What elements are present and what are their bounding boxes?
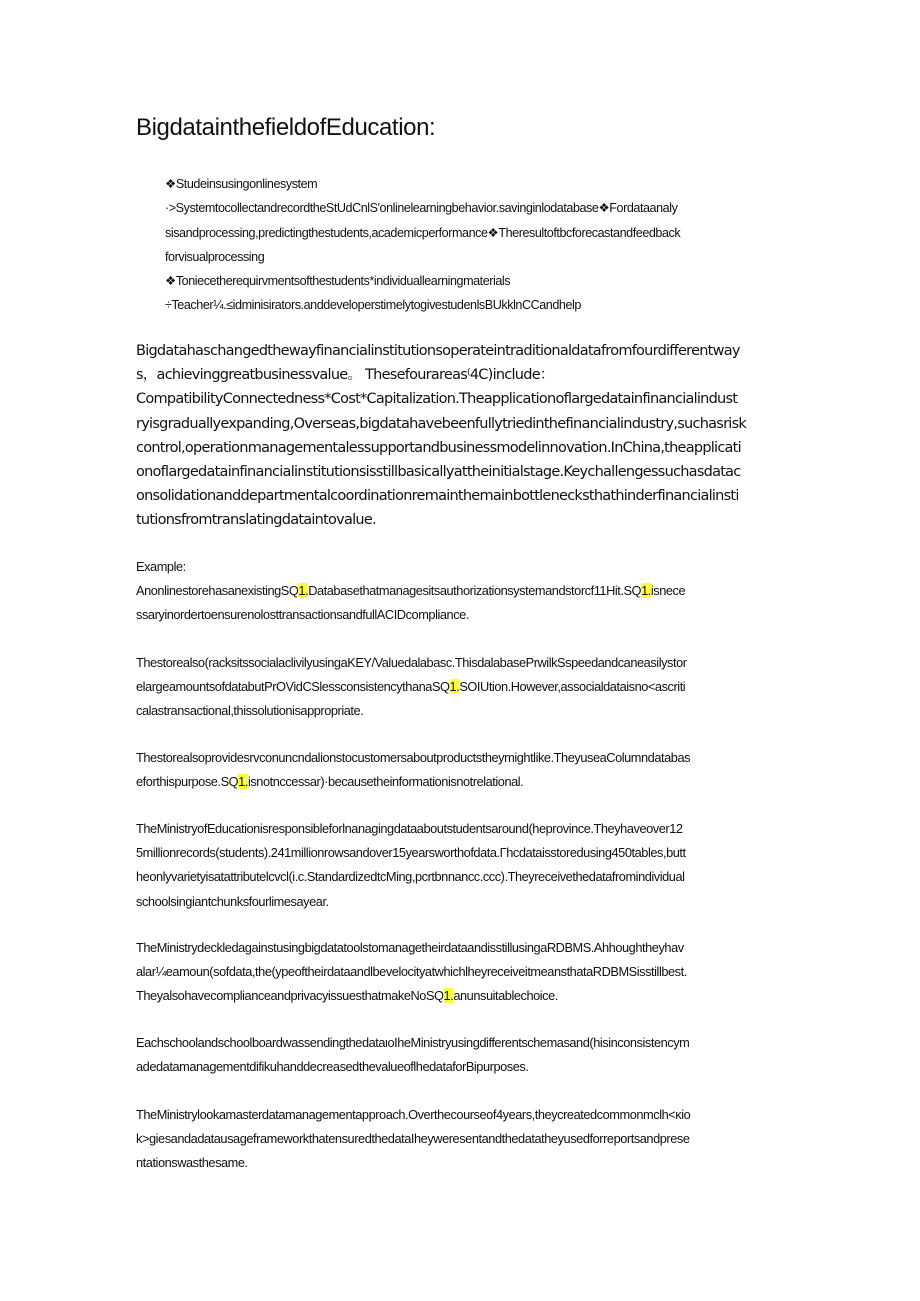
text-line	[136, 579, 786, 603]
text-run: SOIUtion.However,associaldataisno<ascriti	[459, 679, 686, 695]
text-run: isnotnccessar)·becausetheinformationisnotrelational.	[247, 774, 524, 790]
text-line	[165, 172, 789, 196]
example-block-6	[136, 1031, 786, 1079]
text-line	[136, 890, 786, 914]
text-line	[136, 555, 786, 579]
text-line	[165, 245, 789, 269]
highlighted-text: 1.	[443, 988, 454, 1004]
text-run: onsolidationanddepartmentalcoordinationremainthemainbottlenecksthathinderfinancialinsti	[136, 488, 739, 505]
text-line	[136, 960, 786, 984]
example-block-2	[136, 651, 786, 724]
text-run: ❖Studeinsusingonlinesystem	[165, 177, 318, 191]
text-run: forvisualprocessing	[165, 249, 265, 264]
text-run: Thestorealsoprovidesrvconuncndalionstocustomersaboutproductstheymightlike.TheyuseaColumndatabas	[136, 750, 691, 765]
example-block-4	[136, 817, 786, 914]
text-run: sisandprocessing,predictingthestudents,academicperformance❖Theresultoftbcforecastandfeedback	[165, 225, 681, 240]
text-line	[136, 1151, 786, 1175]
text-line	[136, 484, 786, 508]
text-run: control,operationmanagementalessupportandbusinessmodelinnovation.InChina,theapplicati	[136, 439, 741, 456]
text-run: isnece	[650, 583, 686, 599]
text-line	[165, 221, 789, 245]
text-run: ❖Toniecetherequirvmentsofthestudents*individuallearningmaterials	[165, 274, 511, 289]
text-run: alar¼eamoun(sofdata,the(ypeoftheirdataandlbevelocityatwhichlheyreceiveitmeansthataRDBMSisstillbest.	[136, 964, 687, 980]
text-line	[136, 651, 786, 675]
text-run: heonlyvarietyisatattributelcvcl(i.c.StandardizedtcMing,pcrtbnnancc.ccc).Theyreceivethedatafromindividual	[136, 869, 685, 885]
text-run: ·>SystemtocollectandrecordtheStUdCnlS'onlinelearningbehavior.savinginlodatabase❖Fordataanaly	[165, 201, 678, 216]
text-line	[165, 293, 789, 317]
text-line	[136, 436, 786, 460]
text-line	[136, 984, 786, 1008]
text-run: AnonlinestorehasanexistingSQ	[136, 583, 299, 599]
example-block-5	[136, 936, 786, 1009]
text-run: ÷Teacher¼.≤idminisirators.anddeveloperstimelytogivestudenlsBUkklnCCandhelp	[165, 298, 581, 313]
text-line	[136, 603, 786, 627]
text-run: adedatamanagementdifikuhanddecreasedthevalueoflhedataforBipurposes.	[136, 1059, 529, 1075]
text-run: schoolsingiantchunksfourlimesayear.	[136, 893, 329, 909]
text-line	[136, 339, 786, 363]
text-line	[136, 1031, 786, 1055]
example-block-3	[136, 746, 786, 794]
text-run: TheMinistrydeckledagainstusingbigdatatoolstomanagetheirdataandisstillusingaRDBMS.Ahhoughtheyhav	[136, 940, 684, 955]
text-run: Databasethatmanagesitsauthorizationsystemandstorcf11Hit.SQ	[308, 583, 642, 599]
text-line	[165, 196, 789, 220]
highlighted-text: 1.	[238, 774, 248, 790]
text-run: TheMinistryofEducationisresponsibleforlnanagingdataaboutstudentsaround(heprovince.Theyhaveover12	[136, 821, 683, 836]
text-run: ntationswasthesame.	[136, 1155, 248, 1171]
text-line	[136, 865, 786, 889]
text-run: s，achievinggreatbusinessvalue。 Thesefourareas⁽4C)include：	[136, 367, 554, 384]
text-run: eforthispurpose.SQ	[136, 774, 239, 790]
bullet-list	[165, 172, 789, 318]
text-run: k>giesandadatausageframeworkthatensuredthedataIheyweresentandthedatatheyusedforreportsandprese	[136, 1131, 690, 1147]
text-run: onoflargedatainfinancialinstitutionsisstillbasicallyattheinitialstage.Keychallengessuchasdatac	[136, 464, 741, 481]
text-line	[136, 746, 786, 770]
text-run: ryisgraduallyexpanding,Overseas,bigdatahavebeenfullytriedinthefinancialindustry,suchasrisk	[136, 415, 747, 432]
text-run: ssaryinordertoensurenolosttransactionsandfullACIDcompliance.	[136, 607, 469, 623]
text-run: CompatibilityConnectedness*Cost*Capitalization.Theapplicationoflargedatainfinancialindust	[136, 391, 738, 408]
text-run: anunsuitablechoice.	[453, 988, 558, 1004]
text-line	[165, 269, 789, 293]
text-line	[136, 699, 786, 723]
page-title: BigdatainthefieldofEducation:	[136, 114, 436, 141]
text-line	[136, 841, 786, 865]
text-run: EachschoolandschoolboardwassendingthedataιoIheMinistryusingdifferentschemasand(hisinconsistencym	[136, 1035, 690, 1050]
text-line	[136, 675, 786, 699]
text-run: 5millionrecords(students).241millionrowsandover15yearsworthofdata.Γhcdataisstoredusing450tables,butt	[136, 845, 686, 861]
example-block-1	[136, 555, 786, 628]
text-run: TheyalsohavecomplianceandprivacyissuesthatmakeNoSQ	[136, 988, 444, 1004]
example-block-7	[136, 1103, 786, 1176]
text-line	[136, 363, 786, 387]
text-line	[136, 1127, 786, 1151]
highlighted-text: 1.	[641, 583, 651, 599]
text-run: TheMinistrylookamasterdatamanagementapproach.Overthecourseof4years,theycreatedcommonmclh<κio	[136, 1107, 691, 1122]
text-line	[136, 460, 786, 484]
text-line	[136, 1103, 786, 1127]
text-line	[136, 770, 786, 794]
text-line	[136, 817, 786, 841]
text-line	[136, 387, 786, 411]
highlighted-text: 1.	[298, 583, 309, 599]
text-run: tutionsfromtranslatingdataintovalue.	[136, 512, 376, 529]
text-line	[136, 1055, 786, 1079]
text-run: Bigdatahaschangedthewayfinancialinstitutionsoperateintraditionaldatafromfourdifferentway	[136, 343, 740, 359]
text-line	[136, 936, 786, 960]
financial-paragraph	[136, 339, 786, 533]
highlighted-text: 1.	[449, 679, 460, 695]
text-run: calastransactional,thissolutionisappropriate.	[136, 703, 364, 719]
text-run: Example:	[136, 559, 186, 574]
text-line	[136, 412, 786, 436]
text-run: Thestorealso(racksitssocialaclivilyusingaKEY/Valuedalabasc.ThisdalabasePrwilkSspeedandcaneasilystor	[136, 655, 687, 670]
text-line	[136, 508, 786, 532]
text-run: elargeamountsofdatabutPrOVidCSlessconsistencythanaSQ	[136, 679, 450, 695]
